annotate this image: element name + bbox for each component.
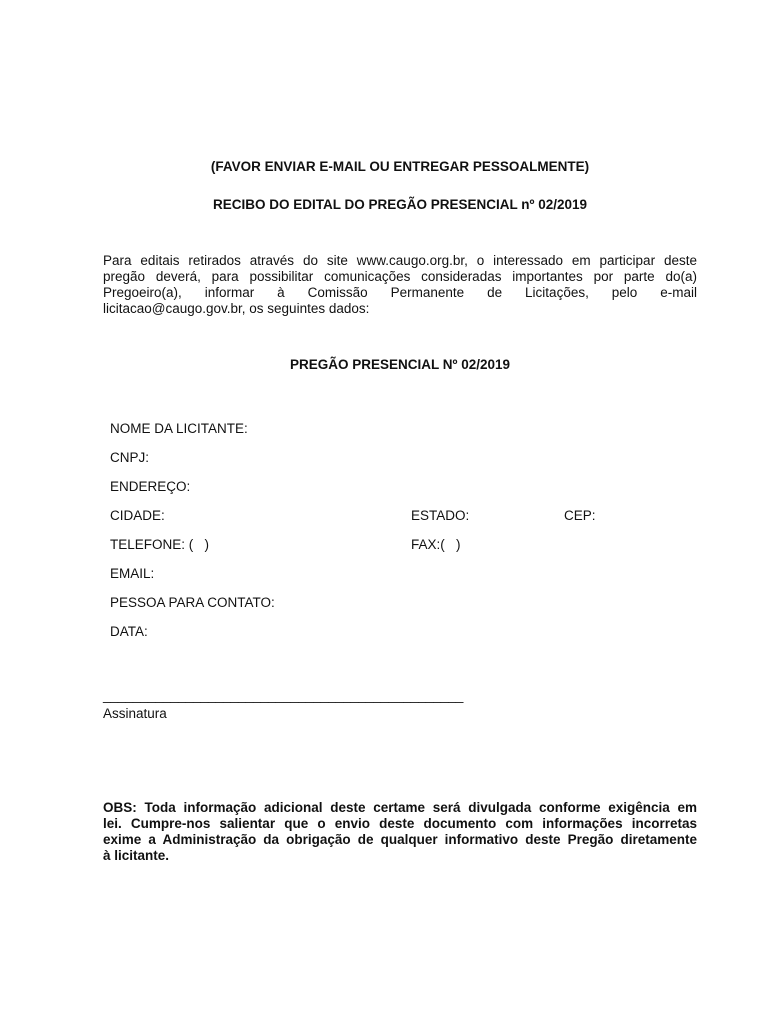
intro-line: Para editais retirados através do site www.caugo.org.br, o interessado em participar deste <box>103 253 697 268</box>
obs-line: exime a Administração da obrigação de qualquer informativo deste Pregão diretamente <box>103 832 697 847</box>
obs-line: à licitante. <box>103 848 170 863</box>
field-estado: ESTADO: <box>411 508 470 523</box>
section-title: PREGÃO PRESENCIAL Nº 02/2019 <box>289 357 510 372</box>
field-email: EMAIL: <box>110 566 155 581</box>
obs-line: lei. Cumpre-nos salientar que o envio deste documento com informações incorretas <box>103 816 697 831</box>
field-cidade: CIDADE: <box>110 508 165 523</box>
intro-line: Pregoeiro(a), informar à Comissão Permanente de Licitações, pelo e-mail <box>103 285 697 300</box>
intro-paragraph <box>103 253 697 317</box>
field-fax: FAX:( ) <box>411 537 461 552</box>
obs-note <box>103 800 697 864</box>
field-cnpj: CNPJ: <box>110 450 150 465</box>
intro-line: pregão deverá, para possibilitar comunicações consideradas importantes por parte do(a) <box>103 269 697 284</box>
field-nome-licitante: NOME DA LICITANTE: <box>110 421 248 436</box>
intro-line: licitacao@caugo.gov.br, os seguintes dados: <box>103 301 370 316</box>
field-cep: CEP: <box>564 508 596 523</box>
field-telefone: TELEFONE: ( ) <box>110 537 210 552</box>
signature-line: ________________________________________________ <box>103 688 464 703</box>
instruction-heading: (FAVOR ENVIAR E-MAIL OU ENTREGAR PESSOALMENTE) <box>210 159 590 174</box>
receipt-title: RECIBO DO EDITAL DO PREGÃO PRESENCIAL nº 02/2019 <box>212 197 587 212</box>
obs-line: OBS: Toda informação adicional deste certame será divulgada conforme exigência em <box>103 800 697 815</box>
field-pessoa-contato: PESSOA PARA CONTATO: <box>110 595 275 610</box>
field-data: DATA: <box>110 624 148 639</box>
signature-caption: Assinatura <box>103 706 167 721</box>
field-endereco: ENDEREÇO: <box>110 479 191 494</box>
